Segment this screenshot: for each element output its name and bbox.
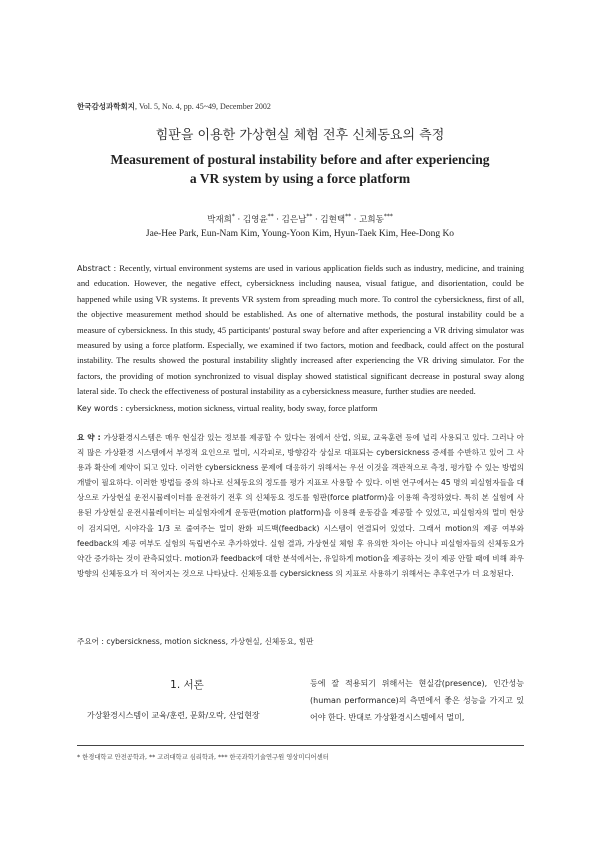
author-name: 고희동 (359, 215, 384, 225)
korean-summary (77, 430, 524, 581)
korean-keywords (77, 635, 524, 649)
abstract-label: Abstract : (77, 264, 120, 273)
author-name: 박재희 (207, 215, 232, 225)
title-english-line1: Measurement of postural instability before and after experiencing (110, 152, 490, 167)
body-right-column: 등에 잘 적용되기 위해서는 현실감(presence), 인간성능(human performance)의 측면에서 좋은 성능을 가지고 있어야 한다. 반대로 가상환경시스템에서 멀미, (310, 679, 524, 722)
journal-header (77, 101, 271, 112)
author-affiliation-mark: ** (306, 213, 313, 221)
author-affiliation-mark: * (231, 213, 235, 221)
author-affiliation-mark: *** (383, 213, 393, 221)
author-name: 김영윤 (242, 215, 268, 225)
summary-text: 가상환경시스템은 매우 현실감 있는 정보를 제공할 수 있다는 점에서 산업, 의료, 교육훈련 등에 널리 사용되고 있다. 그러나 아직 많은 가상환경 시스템에서 부정적 요인으로 멀미, 시각피로, 방향감각 상실로 대표되는 cybersickness 증세를 수반하고 있어 그 사용과 확산에 제약이 되고 있다. 이러한 cybersickness 문제에 대응하기 위해서는 우선 이것을 객관적으로 측정, 평가할 수 있는 방법의 개발이 필요하다. 이러한 방법들 중의 하나로 신체동요의 정도를 평가 지표로 사용할 수 있다. 이번 연구에서는 45 명의 피실험자들을 대상으로 가상현실 운전시뮬레이터를 운전하기 전후 의 신체동요 정도를 힘판(force platform)을 이용해 측정하였다. 특히 본 실험에 사용된 가상현실 운전시뮬레이터는 피실험자에게 운동판(motion platform)을 이용해 운동감을 제공할 수 있었고, 피실험자의 멀미 현상이 검지되면, 시야각을 1/3 로 줄여주는 멀미 완화 피드백(feedback) 시스템이 연결되어 있었다. 그래서 motion의 제공 여부와 feedback의 제공 여부도 실험의 독립변수로 추가하였다. 실험 결과, 가상현실 체험 후 유의한 차이는 아니나 피실험자들의 신체동요가 약간 증가하는 것이 관측되었다. motion과 feedback에 대한 분석에서는, 유일하게 motion을 제공하는 것이 제공 안할 때에 비해 좌우 방향의 신체동요가 더 적어지는 것으로 나타났다. 신체동요를 cybersickness 의 지표로 사용하기 위해서는 추후연구가 더 요청된다. (77, 433, 524, 578)
abstract-text: Recently, virtual environment systems are used in various application fields such as industry, medicine, and training and education. However, the negative effect, cybersickness including nausea, visual fatigue, and disorientation, could be happened while using VR systems. It prevents VR system from spreading much more. To control the cybersickness, first of all, the objective measurement method should be established. As one of alternative methods, the postural instability could be a measure of cybersickness. In this study, 45 participants' postural sway before and after experiencing a VR driving simulator was measured by using a force platform. Especially, we examined if two factors, motion and feedback, could affect on the postural instability. The results showed the postural instability slightly increased after experiencing the VR driving simulator. For the factors, the providing of motion synchronized to visual display showed statistical significant decrease in postural sway along lateral side. To check the effectiveness of postural instability as a cybersickness measure, further studies are needed. (77, 263, 524, 397)
author-affiliation-mark: ** (267, 213, 274, 221)
author-separator: · (351, 215, 360, 225)
body-left-column: 가상환경시스템이 교육/훈련, 문화/오락, 산업현장 (87, 711, 260, 720)
author-name: 김현택 (320, 215, 346, 225)
title-english-line2: a VR system by using a force platform (189, 171, 411, 186)
author-affiliation-mark: ** (345, 213, 352, 221)
keywords (77, 401, 524, 416)
affiliation-footnote: * 한경대학교 안전공학과, ** 고려대학교 심리학과, *** 한국과학기술연구원 영상미디어센터 (77, 754, 329, 761)
korean-keywords-text: cybersickness, motion sickness, 가상현실, 신체동요, 힘판 (106, 637, 314, 646)
authors-english: Jae-Hee Park, Eun-Nam Kim, Young-Yoon Kim, Hyun-Taek Kim, Hee-Dong Ko (145, 229, 455, 239)
korean-keywords-label: 주요어 : (77, 637, 107, 646)
author-separator: · (234, 215, 243, 225)
abstract (77, 261, 524, 400)
author-separator: · (273, 215, 282, 225)
keywords-label: Key words : (77, 404, 126, 413)
keywords-text: cybersickness, motion sickness, virtual reality, body sway, force platform (125, 403, 378, 413)
author-separator: · (312, 215, 321, 225)
title-english (90, 150, 510, 188)
footnote-divider (77, 745, 524, 746)
author-name: 김은남 (281, 215, 307, 225)
summary-label: 요 약 : (77, 433, 104, 442)
journal-name: 한국감성과학회지 (77, 102, 135, 111)
journal-citation: , Vol. 5, No. 4, pp. 45~49, December 2002 (134, 102, 271, 111)
authors-korean (0, 213, 600, 225)
section-heading: 1. 서론 (170, 679, 204, 691)
title-korean: 힘판을 이용한 가상현실 체험 전후 신체동요의 측정 (155, 128, 445, 143)
